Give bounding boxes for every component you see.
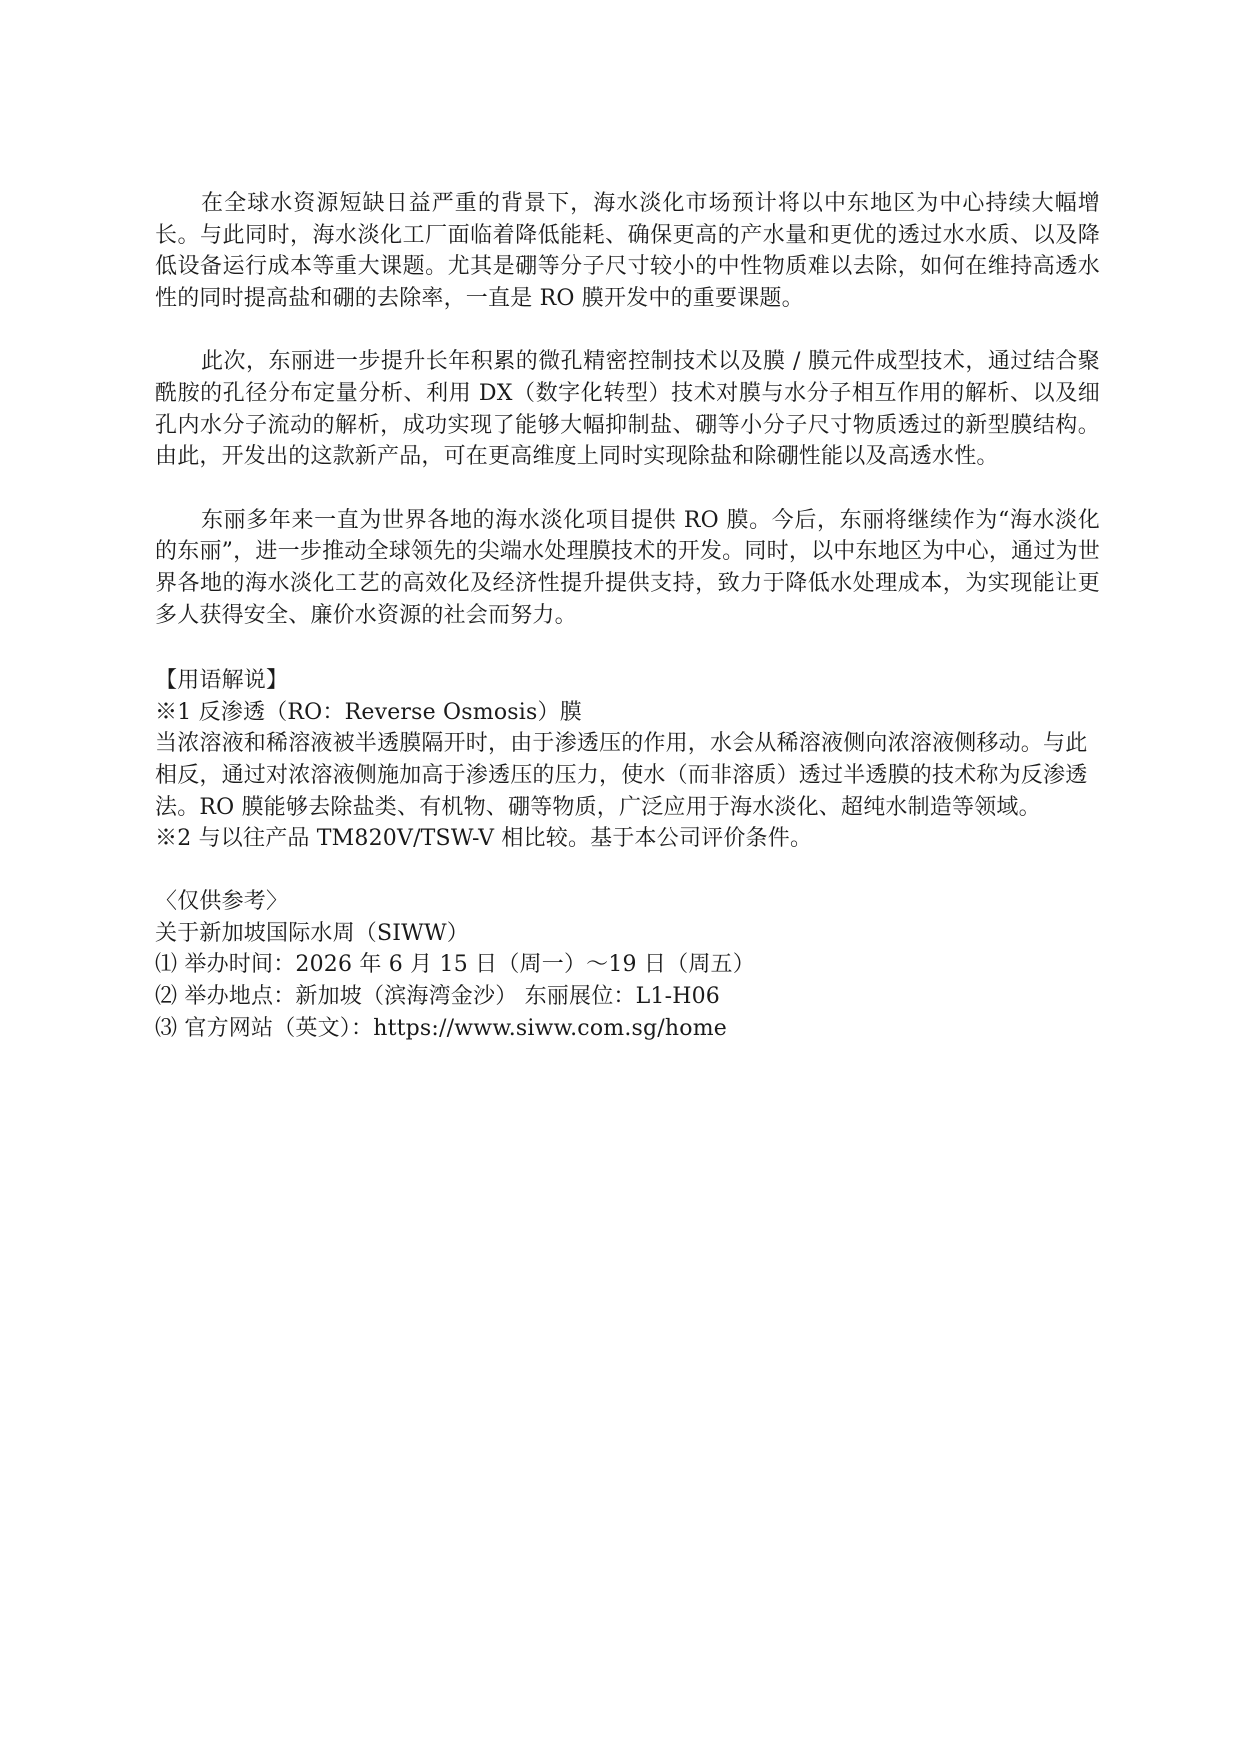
reference-title: 关于新加坡国际水周（SIWW） [155,920,469,946]
reference-item-time: ⑴ 举办时间：2026 年 6 月 15 日（周一）～19 日（周五） [155,952,755,978]
body-paragraph-3: 东丽多年来一直为世界各地的海水淡化项目提供 RO 膜。今后，东丽将继续作为“海水淡化的东丽”，进一步推动全球领先的尖端水处理膜技术的开发。同时，以中东地区为中心，通过为世界各地的海水淡化工艺的高效化及经济性提升提供支持，致力于降低水处理成本，为实现能让更多人获得安全、廉价水资源的社会而努力。 [155,507,1100,628]
document-page [155,188,1100,1044]
glossary-note-1-title: ※1 反渗透（RO：Reverse Osmosis）膜 [155,699,582,725]
glossary-heading: 【用语解说】 [155,668,289,694]
reference-section [155,886,1100,1044]
reference-item-website: ⑶ 官方网站（英文）：https://www.siww.com.sg/home [155,1015,728,1041]
body-paragraph-2: 此次，东丽进一步提升长年积累的微孔精密控制技术以及膜 / 膜元件成型技术，通过结合聚酰胺的孔径分布定量分析、利用 DX（数字化转型）技术对膜与水分子相互作用的解析、以及细孔内水分子流动的解析，成功实现了能够大幅抑制盐、硼等小分子尺寸物质透过的新型膜结构。由此，开发出的这款新产品，可在更高维度上同时实现除盐和除硼性能以及高透水性。 [155,349,1100,470]
section-spacer [155,855,1100,887]
glossary-note-1-body: 当浓溶液和稀溶液被半透膜隔开时，由于渗透压的作用，水会从稀溶液侧向浓溶液侧移动。与此相反，通过对浓溶液侧施加高于渗透压的压力，使水（而非溶质）透过半透膜的技术称为反渗透法。RO 膜能够去除盐类、有机物、硼等物质，广泛应用于海水淡化、超纯水制造等领域。 [155,731,1088,820]
glossary-section [155,665,1100,1044]
reference-heading: 〈仅供参考〉 [155,889,289,915]
glossary-note-2: ※2 与以往产品 TM820V/TSW-V 相比较。基于本公司评价条件。 [155,826,813,852]
reference-item-venue: ⑵ 举办地点：新加坡（滨海湾金沙） 东丽展位：L1-H06 [155,984,721,1010]
body-paragraph-1: 在全球水资源短缺日益严重的背景下，海水淡化市场预计将以中东地区为中心持续大幅增长。与此同时，海水淡化工厂面临着降低能耗、确保更高的产水量和更优的透过水水质、以及降低设备运行成本等重大课题。尤其是硼等分子尺寸较小的中性物质难以去除，如何在维持高透水性的同时提高盐和硼的去除率，一直是 RO 膜开发中的重要课题。 [155,191,1100,311]
